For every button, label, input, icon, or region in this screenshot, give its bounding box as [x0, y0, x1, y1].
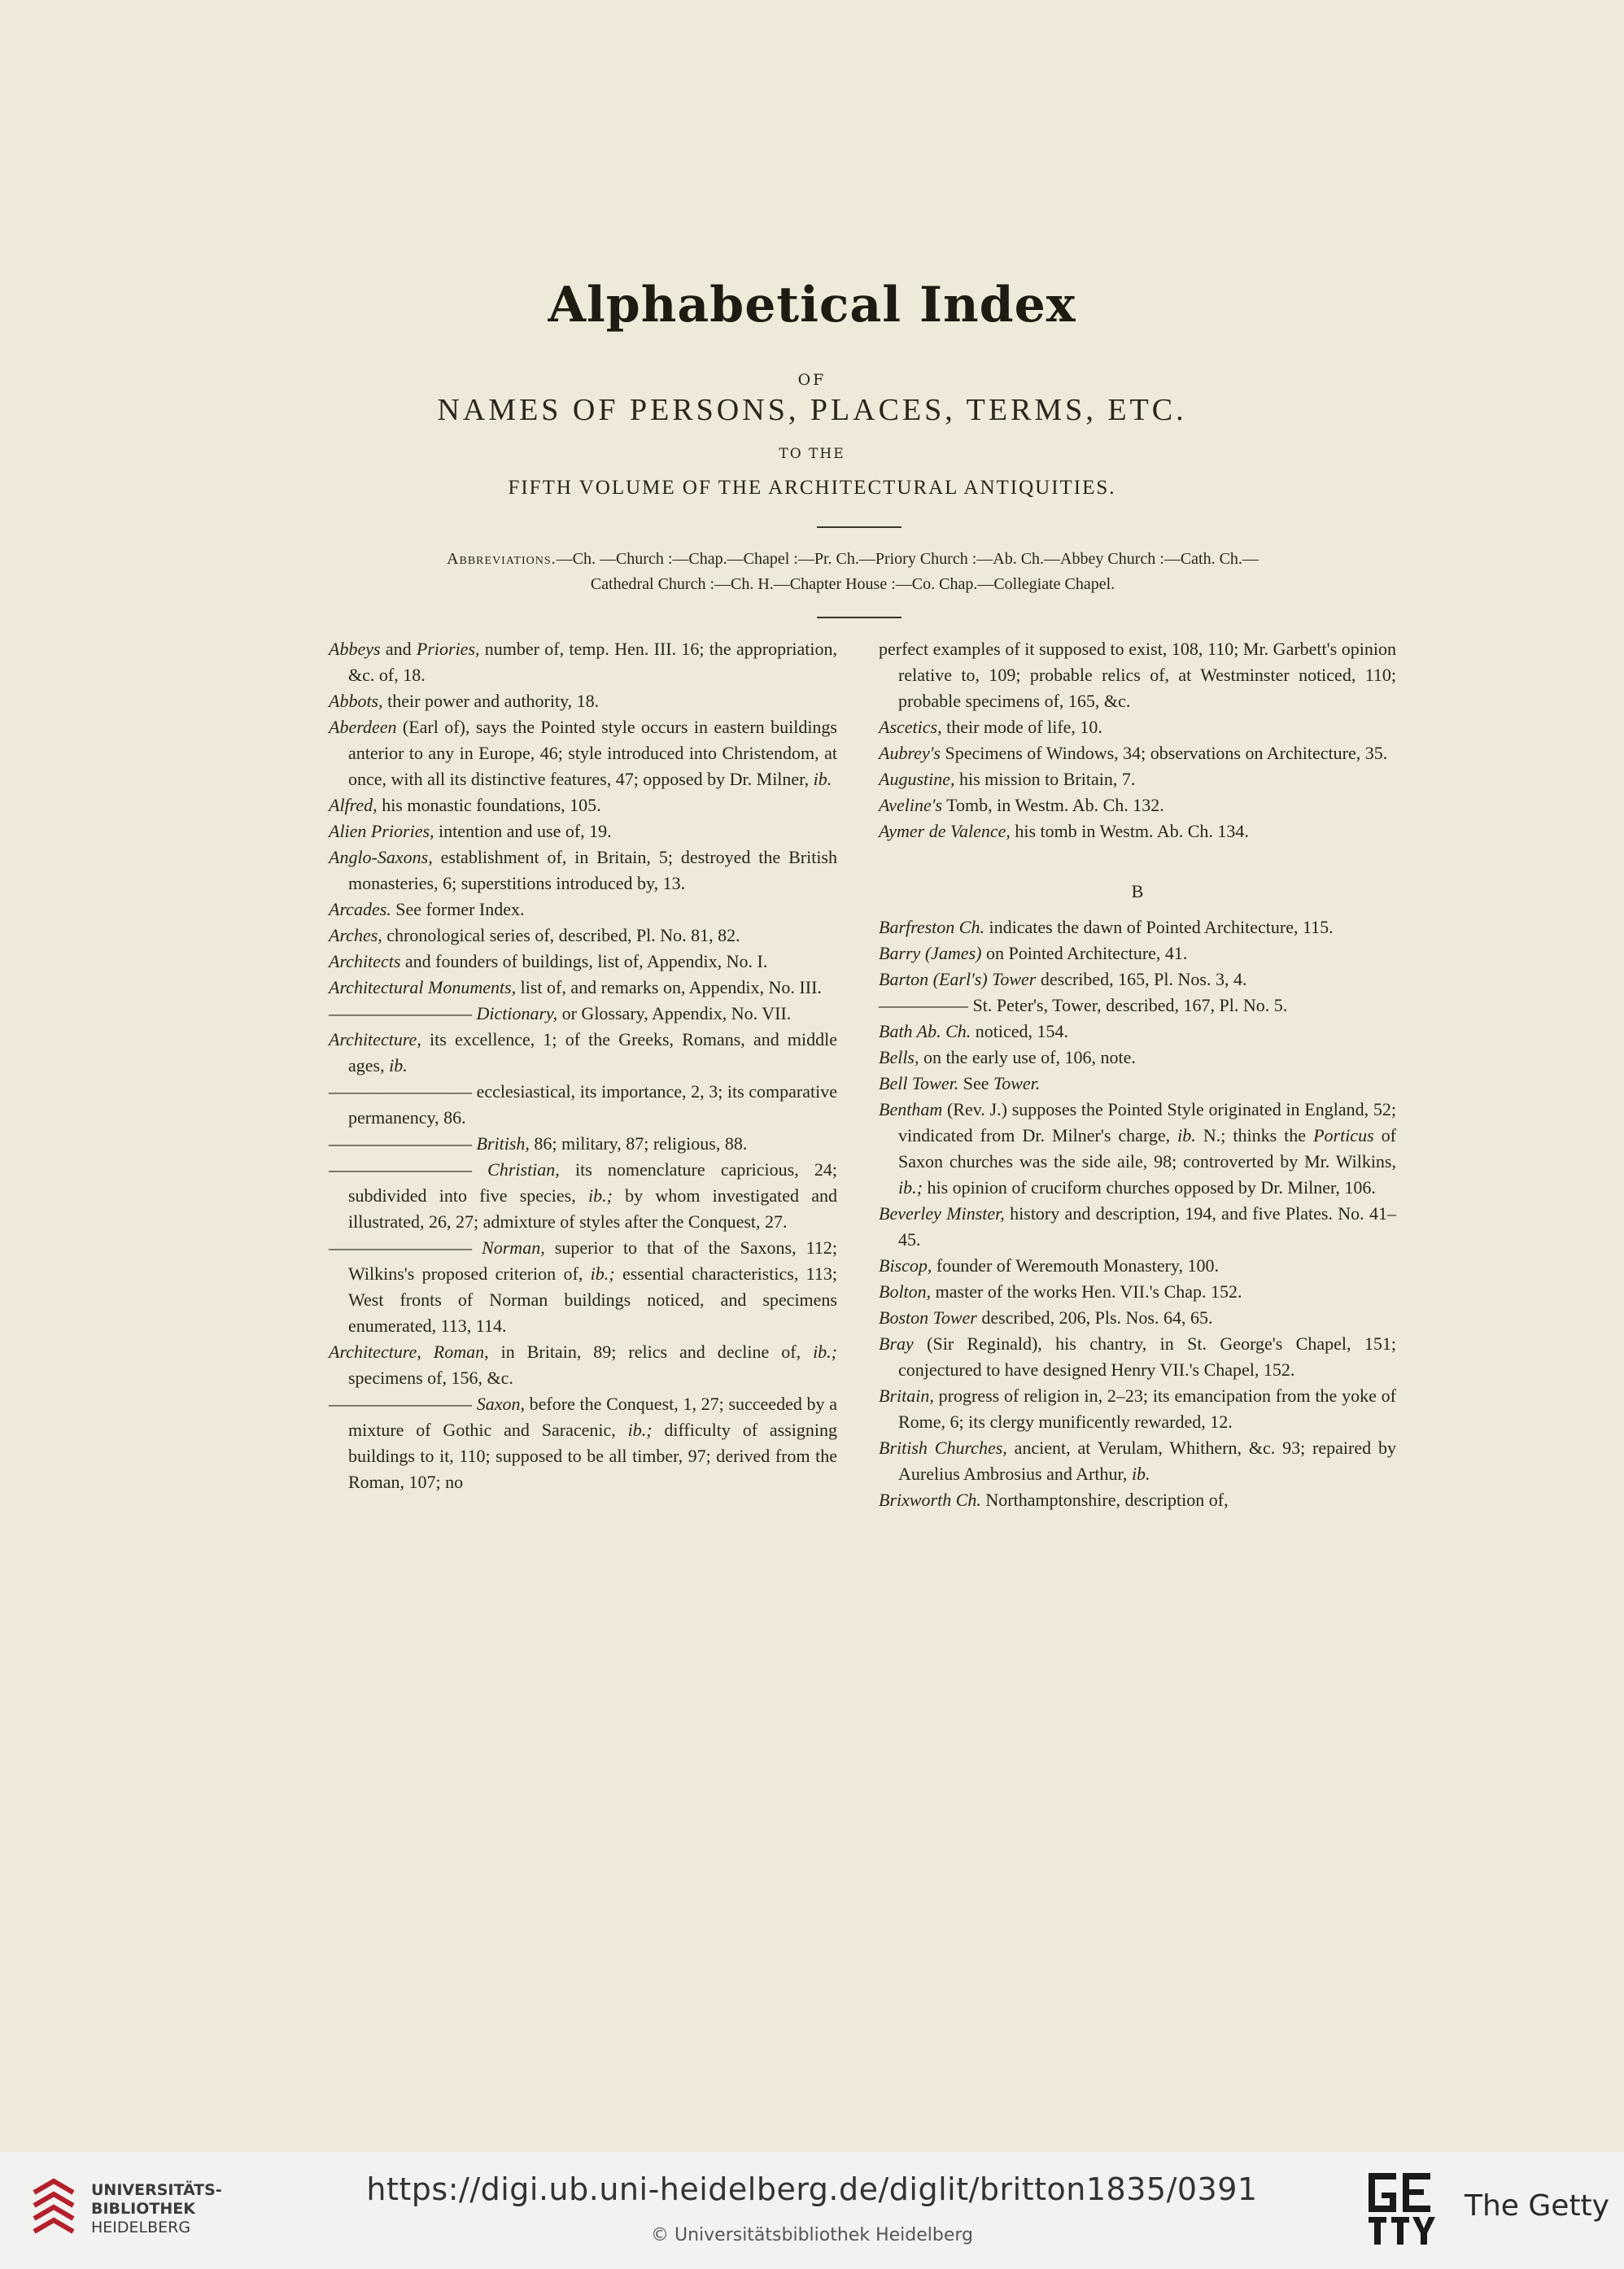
- entry-text: their mode of life, 10.: [941, 717, 1102, 737]
- entry-text: before the Conquest, 1, 27; succeeded by a mixture of Gothic and Saracenic,: [348, 1394, 837, 1440]
- entry-term: Barton (Earl's) Tower: [879, 969, 1037, 989]
- index-entry: [879, 1097, 1396, 1201]
- entry-text: described, 206, Pls. Nos. 64, 65.: [976, 1307, 1213, 1328]
- entry-term: Saxon,: [472, 1394, 525, 1414]
- index-entry: [879, 1045, 1396, 1071]
- viewer-footer: [0, 2152, 1624, 2269]
- entry-dash: ————————: [329, 1133, 472, 1154]
- entry-term: Britain,: [879, 1385, 934, 1406]
- entry-text: described, 165, Pl. Nos. 3, 4.: [1036, 969, 1247, 989]
- entry-term: Aveline's: [879, 795, 943, 815]
- entry-term: Alfred,: [329, 795, 378, 815]
- entry-text: founder of Weremouth Monastery, 100.: [932, 1255, 1219, 1276]
- entry-term: Aymer de Valence,: [879, 821, 1011, 841]
- entry-text: their power and authority, 18.: [382, 691, 600, 711]
- entry-text: indicates the dawn of Pointed Architecture, 115.: [984, 917, 1334, 937]
- entry-text: his mission to Britain, 7.: [954, 769, 1136, 789]
- entry-term2: ib.;: [590, 1263, 615, 1284]
- entry-term: Abbots,: [329, 691, 383, 711]
- entry-term: Bentham: [879, 1099, 943, 1119]
- index-entry: [879, 792, 1396, 818]
- index-entry: [329, 923, 837, 949]
- section-letter-b: B: [1131, 881, 1144, 901]
- entry-term: Bray: [879, 1333, 914, 1354]
- entry-term3: Porticus: [1313, 1125, 1374, 1145]
- abbreviations-line2: Cathedral Church :—Ch. H.—Chapter House :—Co. Chap.—Collegiate Chapel.: [590, 575, 1115, 593]
- abbreviations-label: Abbreviations.: [447, 550, 557, 568]
- entry-text: perfect examples of it supposed to exist, 108, 110; Mr. Garbett's opinion relative to, 109; probable relics of, at Westminster noticed, 110; probable specimens of, 165, &c.: [879, 639, 1396, 711]
- entry-rest2: of Saxon churches was the side aile, 98; controverted by Mr. Wilkins,: [898, 1125, 1396, 1172]
- entry-rest: specimens of, 156, &c.: [348, 1368, 513, 1388]
- entry-term: Boston Tower: [879, 1307, 977, 1328]
- entry-rest: essential characteristics, 113; West fronts of Norman buildings noticed, and specimens enumerated, 113, 114.: [348, 1263, 837, 1336]
- index-entry: [329, 975, 837, 1001]
- index-entry: [879, 714, 1396, 740]
- entry-text: St. Peter's, Tower, described, 167, Pl. No. 5.: [968, 995, 1288, 1015]
- entry-text: noticed, 154.: [971, 1021, 1069, 1041]
- entry-term: Ascetics,: [879, 717, 942, 737]
- entry-rest: N.; thinks the: [1195, 1125, 1314, 1145]
- entry-text: in Britain, 89; relics and decline of,: [488, 1342, 814, 1362]
- university-library-name: [91, 2181, 222, 2237]
- index-column-right-b: [879, 914, 1396, 1513]
- entry-dash: ————————: [329, 1237, 472, 1258]
- entry-text: 86; military, 87; religious, 88.: [529, 1133, 748, 1154]
- entry-term: Brixworth Ch.: [879, 1490, 981, 1510]
- index-entry: [879, 1331, 1396, 1383]
- entry-text: Specimens of Windows, 34; observations on Architecture, 35.: [940, 743, 1388, 763]
- index-entry: [879, 1383, 1396, 1435]
- index-entry: [329, 897, 837, 923]
- index-entry: [329, 792, 837, 818]
- entry-term: Architecture, Roman,: [329, 1342, 489, 1362]
- entry-text: (Rev. J.) supposes the Pointed Style originated in England, 52; vindicated from Dr. Milner's charge,: [898, 1099, 1396, 1145]
- index-entry: [329, 714, 837, 792]
- index-column-right: [879, 636, 1396, 1513]
- library-line3: HEIDELBERG: [91, 2219, 191, 2236]
- index-entry: [879, 1435, 1396, 1487]
- index-entry: [879, 636, 1396, 714]
- entry-term2: Tower.: [993, 1073, 1041, 1093]
- index-entry: [879, 1487, 1396, 1513]
- entry-term: Norman,: [472, 1237, 545, 1258]
- index-entry: [329, 1131, 837, 1157]
- entry-text: or Glossary, Appendix, No. VII.: [557, 1003, 792, 1023]
- index-entry: [879, 1201, 1396, 1253]
- entry-text: list of, and remarks on, Appendix, No. III.: [516, 977, 822, 997]
- index-entry: [879, 766, 1396, 792]
- entry-term2: ib.: [1177, 1125, 1196, 1145]
- index-column-right-a: [879, 636, 1396, 844]
- copyright-notice: © Universitätsbibliothek Heidelberg: [650, 2225, 973, 2245]
- index-entry: [879, 1019, 1396, 1045]
- entry-dash: ————————: [329, 1394, 472, 1414]
- entry-text: his monastic foundations, 105.: [377, 795, 601, 815]
- entry-text: (Earl of), says the Pointed style occurs in eastern buildings anterior to any in Europe, 46; style introduced into Christendom, at once, with all its distinctive features, 47; opposed by Dr. Milner,: [348, 717, 837, 789]
- entry-text: See former Index.: [391, 899, 525, 919]
- index-entry: [329, 1157, 837, 1235]
- entry-text: ancient, at Verulam, Whithern, &c. 93; repaired by Aurelius Ambrosius and Arthur,: [898, 1438, 1396, 1484]
- entry-term: British Churches,: [879, 1438, 1007, 1458]
- entry-term: Abbeys: [329, 639, 381, 659]
- entry-term2: ib.;: [813, 1342, 838, 1362]
- entry-term2: ib.;: [587, 1185, 613, 1206]
- entry-text: on the early use of, 106, note.: [919, 1047, 1136, 1067]
- entry-rest: difficulty of assigning buildings to it, 110; supposed to be all timber, 97; derived from the Roman, 107; no: [348, 1420, 837, 1492]
- entry-rest3: his opinion of cruciform churches opposed by Dr. Milner, 106.: [922, 1177, 1376, 1198]
- index-entry: [329, 1235, 837, 1339]
- entry-text: establishment of, in Britain, 5; destroyed the British monasteries, 6; superstitions introduced by, 13.: [348, 847, 837, 893]
- entry-term: British,: [472, 1133, 530, 1154]
- index-entry: [879, 1071, 1396, 1097]
- entry-dash: ————————: [329, 1081, 472, 1102]
- entry-term: Aubrey's: [879, 743, 941, 763]
- entry-text: Tomb, in Westm. Ab. Ch. 132.: [942, 795, 1164, 815]
- index-entry: [329, 688, 837, 714]
- entry-term: Anglo-Saxons,: [329, 847, 433, 867]
- entry-term: Arches,: [329, 925, 382, 945]
- library-line1: UNIVERSITÄTS-: [91, 2181, 222, 2199]
- index-entry: [329, 1391, 837, 1495]
- index-entry: [329, 1339, 837, 1391]
- entry-term2: Priories,: [416, 639, 480, 659]
- index-entry: [329, 636, 837, 688]
- entry-term: Architects: [329, 951, 401, 971]
- entry-term: Bath Ab. Ch.: [879, 1021, 971, 1041]
- index-entry: [879, 993, 1396, 1019]
- entry-rest: number of, temp. Hen. III. 16; the appropriation, &c. of, 18.: [348, 639, 837, 685]
- index-entry: [329, 949, 837, 975]
- entry-term2: ib.: [389, 1055, 408, 1076]
- entry-term: Barfreston Ch.: [879, 917, 984, 937]
- entry-text: intention and use of, 19.: [434, 821, 612, 841]
- partner-name: The Getty: [1465, 2189, 1609, 2223]
- divider-top: [817, 526, 901, 528]
- entry-term2: ib.;: [627, 1420, 653, 1440]
- entry-text: its excellence, 1; of the Greeks, Romans, and middle ages,: [348, 1029, 837, 1076]
- entry-text: master of the works Hen. VII.'s Chap. 152.: [931, 1281, 1242, 1302]
- index-entry: [879, 1279, 1396, 1305]
- entry-term: Augustine,: [879, 769, 955, 789]
- index-entry: [329, 1001, 837, 1027]
- library-line2: BIBLIOTHEK: [91, 2200, 195, 2218]
- page-title: Alphabetical Index: [548, 277, 1076, 334]
- index-entry: [879, 740, 1396, 766]
- entry-term: Christian,: [472, 1159, 560, 1180]
- entry-term: Bolton,: [879, 1281, 932, 1302]
- entry-rest: by whom investigated and illustrated, 26, 27; admixture of styles after the Conquest, 27.: [348, 1185, 837, 1232]
- entry-text: (Sir Reginald), his chantry, in St. George's Chapel, 151; conjectured to have designed Henry VII.'s Chapel, 152.: [898, 1333, 1396, 1380]
- entry-term: Bells,: [879, 1047, 919, 1067]
- entry-text: and founders of buildings, list of, Appendix, No. I.: [400, 951, 768, 971]
- index-entry: [329, 818, 837, 844]
- entry-text: ecclesiastical, its importance, 2, 3; its comparative permanency, 86.: [348, 1081, 837, 1128]
- entry-text: chronological series of, described, Pl. No. 81, 82.: [382, 925, 740, 945]
- entry-text: his tomb in Westm. Ab. Ch. 134.: [1010, 821, 1249, 841]
- index-entry: [329, 1079, 837, 1131]
- index-entry: [879, 914, 1396, 940]
- entry-dash: ————————: [329, 1003, 472, 1023]
- index-entry: [329, 1027, 837, 1079]
- index-column-left: [329, 636, 837, 1495]
- index-entry: [879, 940, 1396, 967]
- entry-term: Beverley Minster,: [879, 1203, 1005, 1224]
- entry-text: superior to that of the Saxons, 112; Wilkins's proposed criterion of,: [348, 1237, 837, 1284]
- index-entry: [879, 1253, 1396, 1279]
- index-entry: [329, 844, 837, 897]
- title-of: OF: [797, 371, 827, 389]
- entry-text: progress of religion in, 2–23; its emancipation from the yoke of Rome, 6; its clergy munificently rewarded, 12.: [898, 1385, 1396, 1432]
- entry-dash: ————————: [329, 1159, 472, 1180]
- abbreviations-line1: —Ch. —Church :—Chap.—Chapel :—Pr. Ch.—Priory Church :—Ab. Ch.—Abbey Church :—Cath. Ch.—: [556, 550, 1259, 568]
- entry-text: its nomenclature capricious, 24; subdivided into five species,: [348, 1159, 838, 1206]
- entry-term: Barry (James): [879, 943, 982, 963]
- entry-text: on Pointed Architecture, 41.: [981, 943, 1188, 963]
- entry-dash: —————: [879, 995, 968, 1015]
- entry-term: Architecture,: [329, 1029, 421, 1049]
- divider-bottom: [817, 617, 901, 618]
- entry-term: Arcades.: [329, 899, 391, 919]
- index-entry: [879, 967, 1396, 993]
- getty-logo-icon: [1365, 2170, 1447, 2254]
- entry-term: Dictionary,: [472, 1003, 558, 1023]
- title-to-the: TO THE: [779, 446, 845, 462]
- entry-text: See: [958, 1073, 993, 1093]
- entry-text: Northamptonshire, description of,: [980, 1490, 1229, 1510]
- entry-term: Architectural Monuments,: [329, 977, 517, 997]
- entry-term2: ib.: [813, 769, 832, 789]
- entry-term2: ib.: [1131, 1464, 1150, 1484]
- abbreviations: [325, 547, 1380, 597]
- entry-text: and: [380, 639, 417, 659]
- entry-term4: ib.;: [898, 1177, 923, 1198]
- permalink-url[interactable]: https://digi.ub.uni-heidelberg.de/diglit/britton1835/0391: [366, 2171, 1258, 2207]
- entry-term: Aberdeen: [329, 717, 397, 737]
- entry-term: Bell Tower.: [879, 1073, 959, 1093]
- entry-term: Alien Priories,: [329, 821, 434, 841]
- page-subtitle: NAMES OF PERSONS, PLACES, TERMS, ETC.: [437, 393, 1187, 427]
- university-library-logo-icon: [28, 2176, 85, 2241]
- index-entry: [879, 818, 1396, 844]
- entry-text: history and description, 194, and five Plates. No. 41–45.: [898, 1203, 1396, 1250]
- volume-title: FIFTH VOLUME OF THE ARCHITECTURAL ANTIQUITIES.: [508, 477, 1116, 499]
- index-entry: [879, 1305, 1396, 1331]
- entry-term: Biscop,: [879, 1255, 932, 1276]
